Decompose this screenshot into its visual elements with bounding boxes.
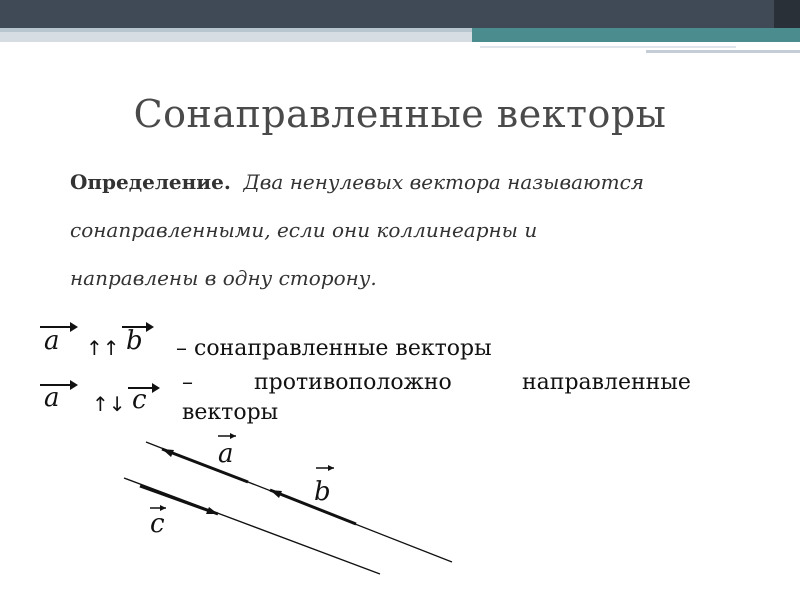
opposite-word-2: направленные <box>522 370 691 395</box>
definition-line-3: направлены в одну сторону. <box>70 266 377 290</box>
opposite-word-1: противоположно <box>254 370 452 395</box>
diagram-label-c: c <box>150 509 165 539</box>
vector-a-label: a <box>44 326 60 356</box>
opposite-dash: – <box>182 370 193 395</box>
vector-a-head <box>162 449 174 457</box>
definition-text-1: Два ненулевых вектора называются <box>243 170 645 194</box>
slide-title: Сонаправленные векторы <box>133 92 667 136</box>
vector-b-head <box>270 490 282 498</box>
diagram-label-a: a <box>218 439 234 469</box>
vector-c-label: c <box>132 385 147 415</box>
codirected-description: – сонаправленные векторы <box>176 336 492 361</box>
vector-a-label-2: a <box>44 383 60 413</box>
codirected-symbol: ↑↑ <box>86 336 120 360</box>
vector-a-segment <box>162 449 248 482</box>
definition-line-2: сонаправленными, если они коллинеарны и <box>70 218 538 242</box>
vector-b-label: b <box>126 326 143 356</box>
opposite-description-line-2: векторы <box>182 400 279 425</box>
vector-c-head <box>206 507 218 514</box>
vector-b-segment <box>270 490 356 524</box>
definition-lead: Определение. <box>70 170 231 194</box>
opposite-symbol: ↑↓ <box>92 392 126 416</box>
diagram-label-b: b <box>314 477 331 507</box>
label-b-arrowhead <box>328 465 334 471</box>
